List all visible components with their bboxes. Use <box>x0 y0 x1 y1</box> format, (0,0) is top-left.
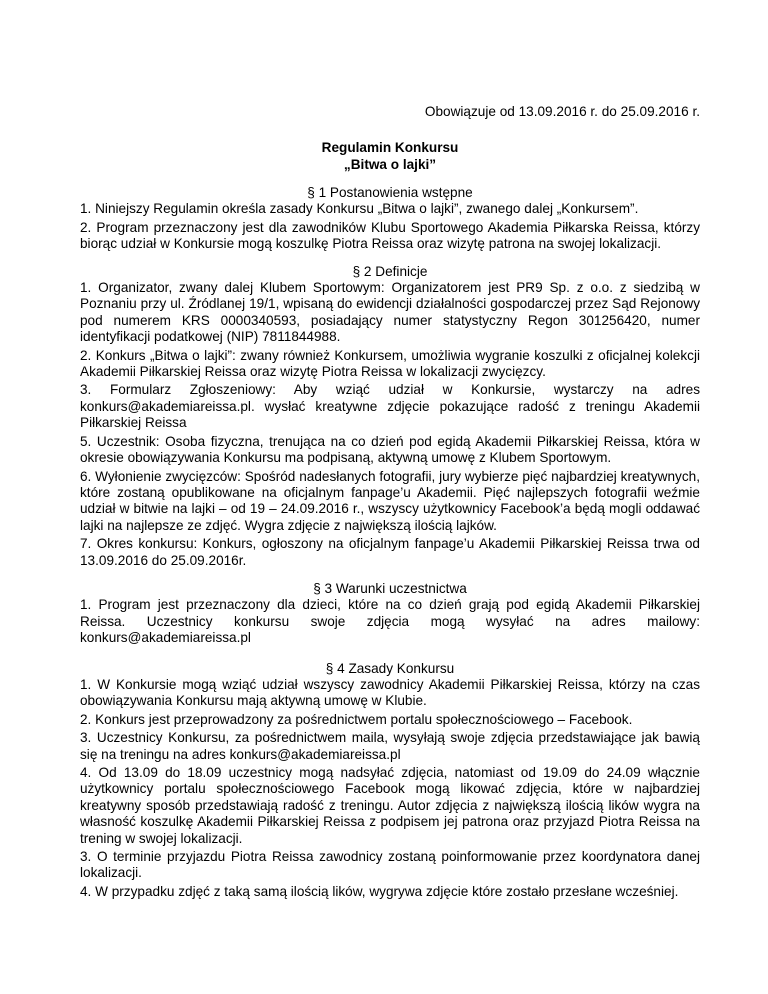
spacer <box>80 571 700 581</box>
document-title <box>80 140 700 173</box>
title-line-2: „Bitwa o lajki” <box>343 156 437 172</box>
paragraph: 1. W Konkursie mogą wziąć udział wszyscy zawodnicy Akademii Piłkarskiej Reissa, którzy na czas obowiązywania Konkursu mają aktywną umowę w Klubie. <box>80 676 700 709</box>
document-body <box>80 185 700 902</box>
section-heading: § 2 Definicje <box>352 263 428 279</box>
paragraph: 5. Uczestnik: Osoba fizyczna, trenująca na co dzień pod egidą Akademii Piłkarskiej Reissa, która w okresie obowiązywania Konkursu ma podpisaną, aktywną umowę z Klubem Sportowym. <box>80 433 700 466</box>
paragraph: 1. Niniejszy Regulamin określa zasady Konkursu „Bitwa o lajki”, zwanego dalej „Konkursem”. <box>80 201 639 217</box>
section-heading: § 1 Postanowienia wstępne <box>307 185 473 200</box>
title-line-1: Regulamin Konkursu <box>321 140 459 155</box>
spacer <box>80 255 700 264</box>
paragraph: 2. Konkurs jest przeprowadzony za pośrednictwem portalu społecznościowego – Facebook. <box>80 711 633 727</box>
paragraph: 1. Organizator, zwany dalej Klubem Sportowym: Organizatorem jest PR9 Sp. z o.o. z siedzibą w Poznaniu przy ul. Źródlanej 19/1, wpisaną do ewidencji działalności gospodarczej przez Sąd Rejonowy pod numerem KRS 0000340593, posiadający numer statystyczny Regon 301256420, numer identyfikacji podatkowej (NIP) 7811844988. <box>80 280 700 345</box>
paragraph: 2. Program przeznaczony jest dla zawodników Klubu Sportowego Akademia Piłkarska Reissa, którzy biorąc udział w Konkursie mogą koszulkę Piotra Reissa oraz wizytę patrona na swojej lokalizacji. <box>80 219 700 252</box>
section-1 <box>80 185 700 253</box>
section-4 <box>80 661 700 901</box>
section-heading: § 4 Zasady Konkursu <box>325 660 455 676</box>
spacer <box>80 649 700 661</box>
paragraph: 3. Uczestnicy Konkursu, za pośrednictwem maila, wysyłają swoje zdjęcia przedstawiające jak bawią się na treningu na adres konkurs@akademiareissa.pl <box>80 730 700 762</box>
paragraph: 2. Konkurs „Bitwa o lajki”: zwany również Konkursem, umożliwia wygranie koszulki z oficjalnej kolekcji Akademii Piłkarskiej Reissa oraz wizytę Piotra Reissa w lokalizacji zwycięzcy. <box>80 347 700 380</box>
paragraph: 6. Wyłonienie zwycięzców: Spośród nadesłanych fotografii, jury wybierze pięć najbardziej kreatywnych, które zostaną opublikowane na oficjalnym fanpage’u Akademii. Pięć najlepszych fotografii weźmie udział w bitwie na lajki – od 19 – 24.09.2016 r., wszyscy użytkownicy Facebook’a będą mogli oddawać lajki na najlepsze ze zdjęć. Wygra zdjęcie z największą ilością lajków. <box>80 468 700 533</box>
section-heading: § 3 Warunki uczestnictwa <box>313 580 467 596</box>
validity-period: Obowiązuje od 13.09.2016 r. do 25.09.2016 r. <box>424 104 700 119</box>
paragraph: 7. Okres konkursu: Konkurs, ogłoszony na oficjalnym fanpage’u Akademii Piłkarskiej Reissa trwa od 13.09.2016 do 25.09.2016r. <box>80 536 700 568</box>
paragraph: 3. O terminie przyjazdu Piotra Reissa zawodnicy zostaną poinformowanie przez koordynatora danej lokalizacji. <box>80 849 700 881</box>
paragraph: 4. Od 13.09 do 18.09 uczestnicy mogą nadsyłać zdjęcia, natomiast od 19.09 do 24.09 włącznie użytkownicy portalu społecznościowego Facebook mogą likować zdjęcia, które w najbardziej kreatywny sposób przedstawiają radość z treningu. Autor zdjęcia z największą ilością lików wygra na własność koszulkę Akademii Piłkarskiej Reissa z podpisem jej patrona oraz przyjazd Piotra Reissa na trening w swojej lokalizacji. <box>80 765 700 846</box>
section-2 <box>80 264 700 569</box>
paragraph: 4. W przypadku zdjęć z taką samą ilością lików, wygrywa zdjęcie które zostało przesłane wcześniej. <box>80 883 679 899</box>
paragraph: 1. Program jest przeznaczony dla dzieci, które na co dzień grają pod egidą Akademii Piłkarskiej Reissa. Uczestnicy konkursu swoje zdjęcia mogą wysyłać na adres mailowy: konkurs@akademiareissa.pl <box>80 597 700 646</box>
paragraph: 3. Formularz Zgłoszeniowy: Aby wziąć udział w Konkursie, wystarczy na adres konkurs@akademiareissa.pl. wysłać kreatywne zdjęcie pokazujące radość z treningu Akademii Piłkarskiej Reissa <box>80 382 700 431</box>
section-3 <box>80 581 700 647</box>
